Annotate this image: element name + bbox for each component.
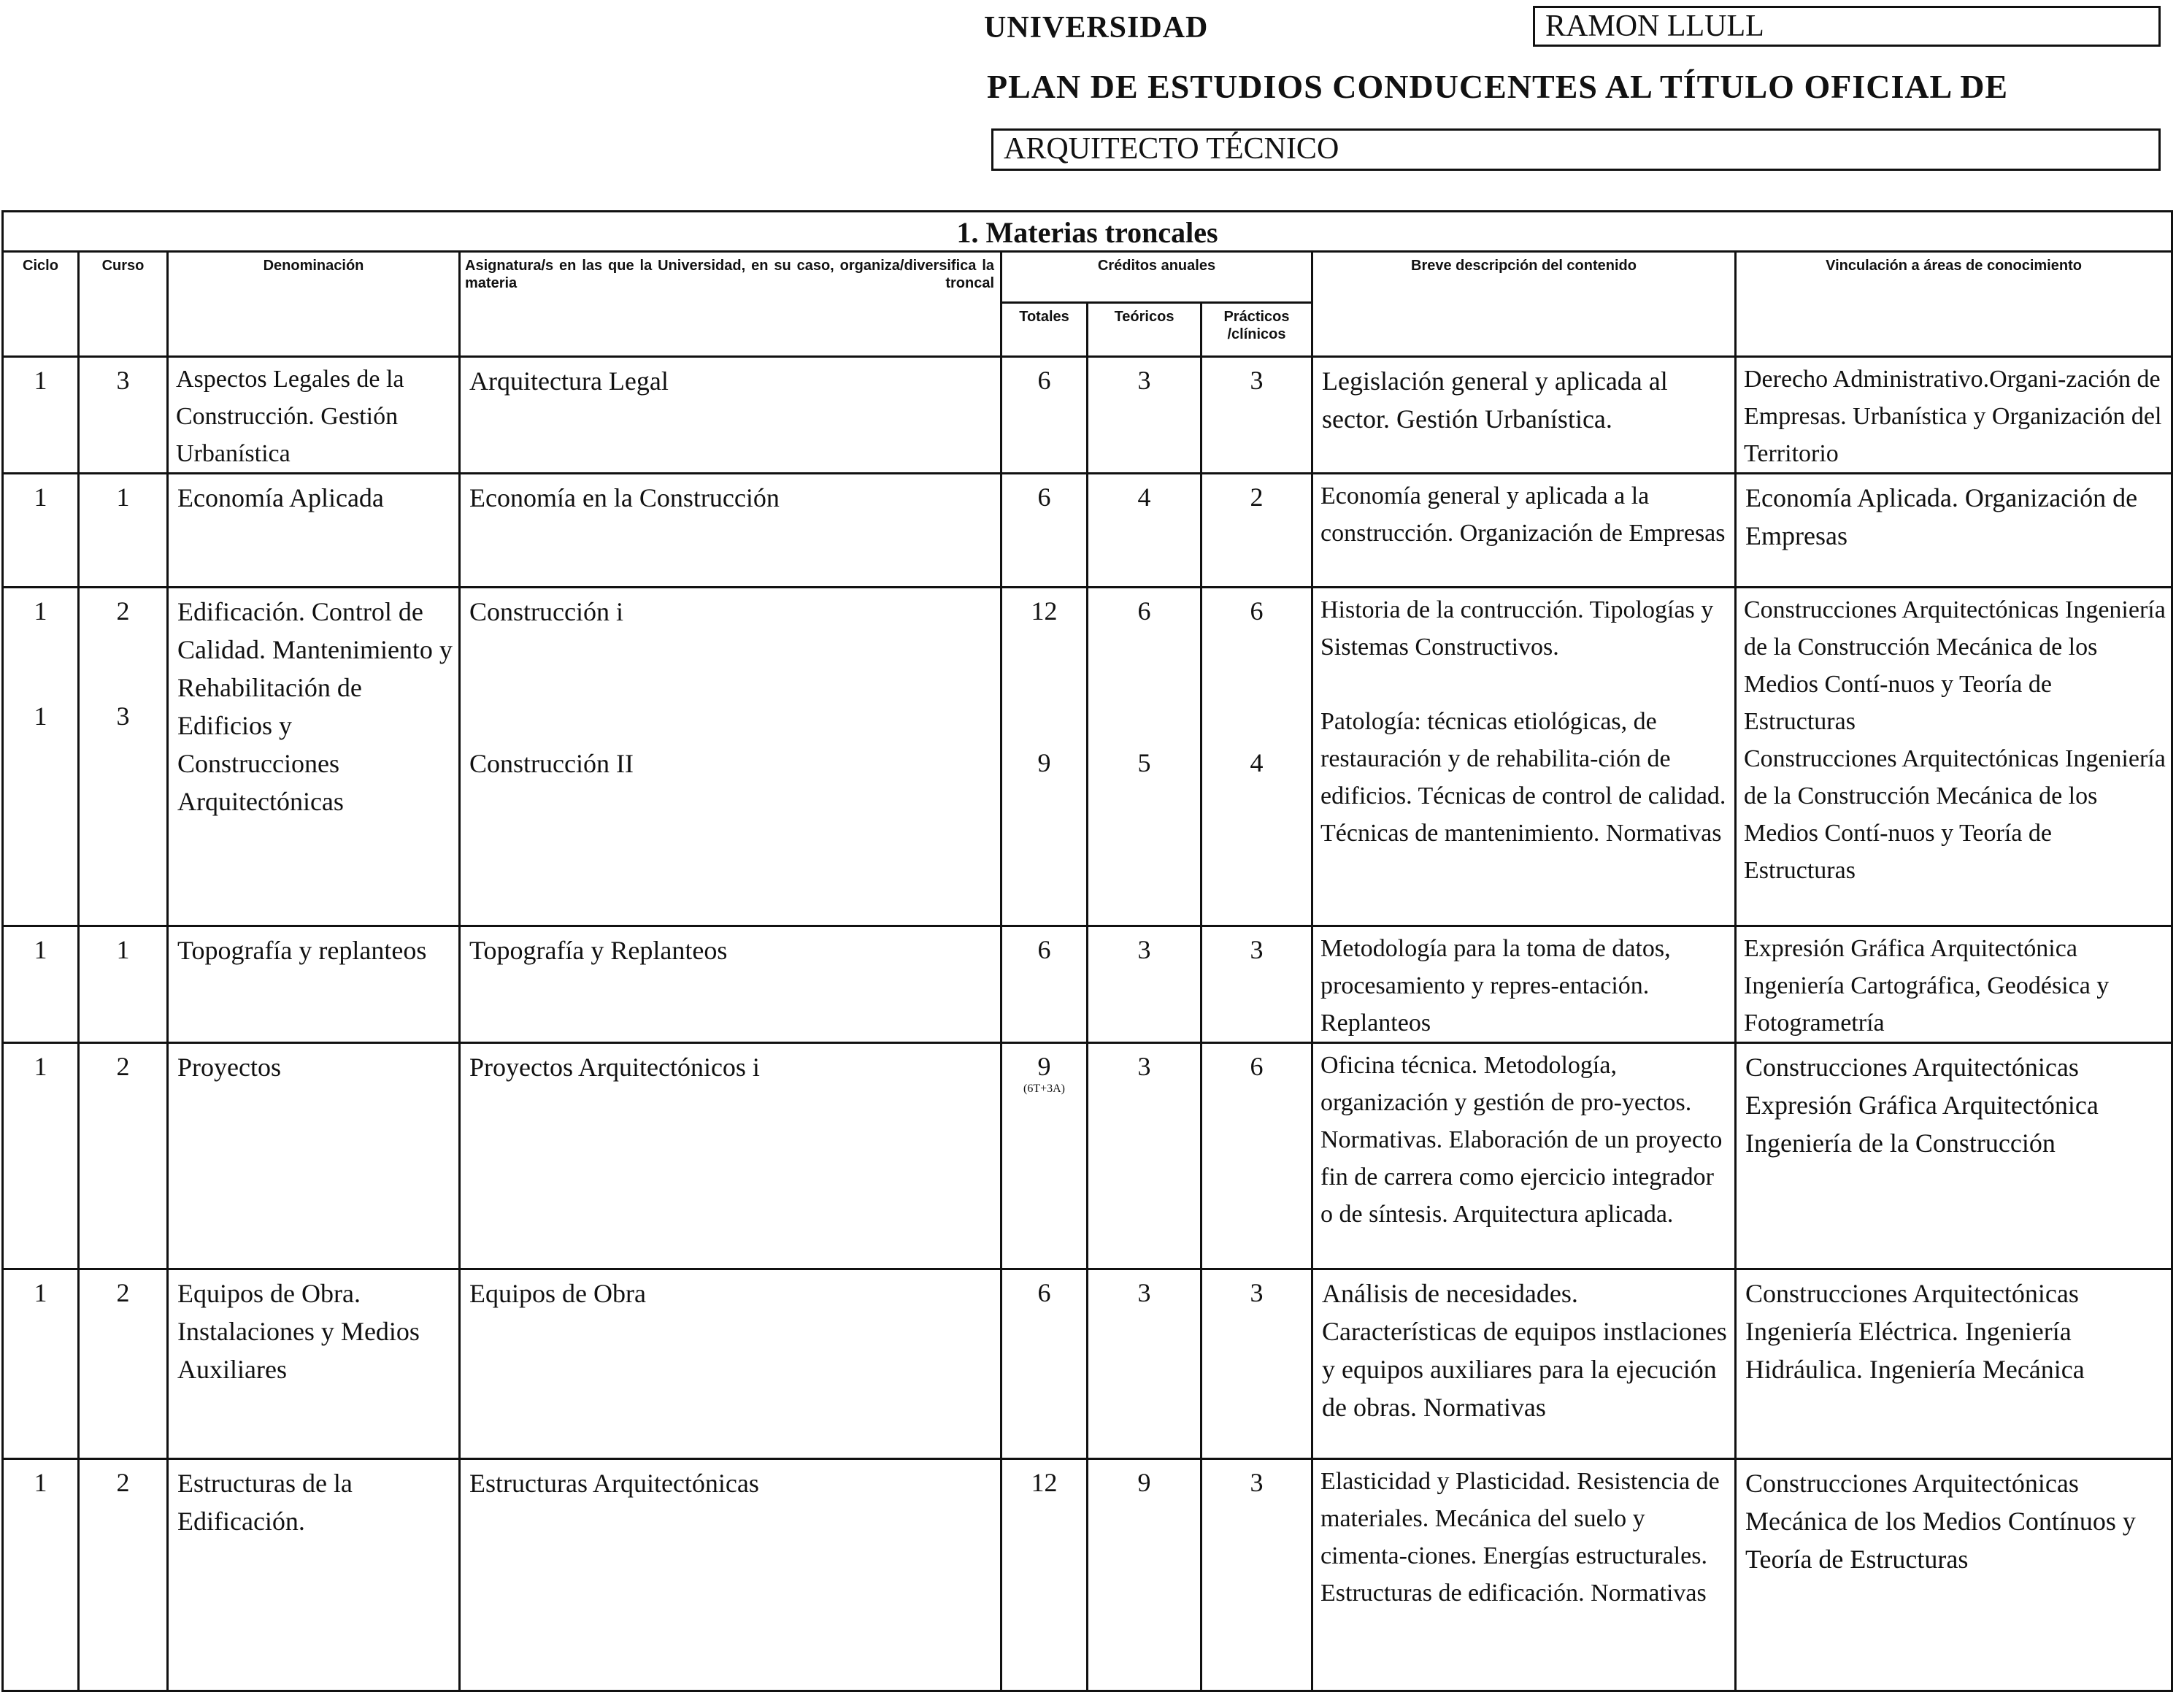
table-row bbox=[3, 1269, 2172, 1459]
col-asignaturas: Asignatura/s en las que la Universidad, en su caso, organiza/diversifica la materia troncal bbox=[460, 252, 1001, 357]
cell-practicos bbox=[1201, 588, 1312, 926]
col-totales: Totales bbox=[1001, 303, 1088, 357]
cell-denominacion: Proyectos bbox=[168, 1043, 460, 1269]
totales-value: 9 bbox=[1037, 1052, 1051, 1081]
cell-vinculacion: Construcciones Arquitectónicas Expresión Gráfica Arquitectónica Ingeniería de la Construcción bbox=[1736, 1043, 2172, 1269]
materias-troncales-table bbox=[1, 210, 2173, 1692]
cell-vinculacion: Expresión Gráfica Arquitectónica Ingeniería Cartográfica, Geodésica y Fotogrametría bbox=[1736, 926, 2172, 1043]
teoricos-a: 6 bbox=[1137, 596, 1151, 626]
cell-totales: 12 bbox=[1001, 1459, 1088, 1691]
col-descripcion: Breve descripción del contenido bbox=[1312, 252, 1736, 357]
cell-ciclo: 1 bbox=[3, 926, 79, 1043]
table-row bbox=[3, 474, 2172, 588]
cell-descripcion: Elasticidad y Plasticidad. Resistencia de materiales. Mecánica del suelo y cimenta-ciones. Energías estructurales. Estructuras de edificación. Normativas bbox=[1312, 1459, 1736, 1691]
universidad-label: UNIVERSIDAD bbox=[984, 11, 1209, 45]
practicos-a: 6 bbox=[1250, 596, 1264, 626]
cell-descripcion: Legislación general y aplicada al sector. Gestión Urbanística. bbox=[1312, 357, 1736, 474]
cell-practicos: 3 bbox=[1201, 926, 1312, 1043]
universidad-name-box: RAMON LLULL bbox=[1533, 6, 2161, 47]
cell-practicos: 3 bbox=[1201, 1269, 1312, 1459]
col-denominacion: Denominación bbox=[168, 252, 460, 357]
cell-totales: 6 bbox=[1001, 474, 1088, 588]
descripcion-b: Patología: técnicas etiológicas, de restauración y de rehabilita-ción de edificios. Técnicas de control de calidad. Técnicas de mantenimiento. Normativas bbox=[1320, 708, 1726, 847]
cell-curso: 2 bbox=[79, 1459, 168, 1691]
cell-practicos: 3 bbox=[1201, 357, 1312, 474]
cell-curso: 1 bbox=[79, 926, 168, 1043]
teoricos-b: 5 bbox=[1137, 748, 1151, 777]
asignatura-b: Construcción II bbox=[469, 749, 634, 778]
cell-vinculacion: Construcciones Arquitectónicas Mecánica de los Medios Contínuos y Teoría de Estructuras bbox=[1736, 1459, 2172, 1691]
curso-a: 2 bbox=[116, 596, 130, 626]
cell-descripcion bbox=[1312, 588, 1736, 926]
ciclo-a: 1 bbox=[34, 596, 47, 626]
vinculacion-b: Construcciones Arquitectónicas Ingeniería de la Construcción Mecánica de los Medios Contí-nuos y Teoría de Estructuras bbox=[1744, 745, 2166, 884]
practicos-b: 4 bbox=[1250, 748, 1264, 777]
cell-practicos: 6 bbox=[1201, 1043, 1312, 1269]
cell-totales: 6 bbox=[1001, 1269, 1088, 1459]
cell-teoricos: 9 bbox=[1088, 1459, 1201, 1691]
cell-totales: 6 bbox=[1001, 357, 1088, 474]
totales-b: 9 bbox=[1037, 748, 1051, 777]
table-row bbox=[3, 926, 2172, 1043]
vinculacion-a: Construcciones Arquitectónicas Ingeniería de la Construcción Mecánica de los Medios Contí-nuos y Teoría de Estructuras bbox=[1744, 596, 2166, 735]
col-ciclo: Ciclo bbox=[3, 252, 79, 357]
cell-teoricos bbox=[1088, 588, 1201, 926]
cell-curso: 2 bbox=[79, 1043, 168, 1269]
table-title: 1. Materias troncales bbox=[3, 212, 2172, 252]
plan-title: PLAN DE ESTUDIOS CONDUCENTES AL TÍTULO OFICIAL DE bbox=[987, 68, 2009, 105]
cell-ciclo: 1 bbox=[3, 474, 79, 588]
cell-descripcion: Metodología para la toma de datos, procesamiento y repres-entación. Replanteos bbox=[1312, 926, 1736, 1043]
col-vinculacion: Vinculación a áreas de conocimiento bbox=[1736, 252, 2172, 357]
cell-curso bbox=[79, 588, 168, 926]
cell-vinculacion: Derecho Administrativo.Organi-zación de Empresas. Urbanística y Organización del Territorio bbox=[1736, 357, 2172, 474]
col-creditos: Créditos anuales bbox=[1001, 252, 1312, 303]
curso-b: 3 bbox=[116, 701, 130, 731]
cell-asignatura: Proyectos Arquitectónicos i bbox=[460, 1043, 1001, 1269]
cell-denominacion: Topografía y replanteos bbox=[168, 926, 460, 1043]
cell-ciclo: 1 bbox=[3, 357, 79, 474]
cell-asignatura: Topografía y Replanteos bbox=[460, 926, 1001, 1043]
cell-ciclo: 1 bbox=[3, 1459, 79, 1691]
cell-teoricos: 3 bbox=[1088, 1269, 1201, 1459]
cell-asignatura: Economía en la Construcción bbox=[460, 474, 1001, 588]
cell-vinculacion: Economía Aplicada. Organización de Empresas bbox=[1736, 474, 2172, 588]
cell-teoricos: 3 bbox=[1088, 926, 1201, 1043]
cell-teoricos: 4 bbox=[1088, 474, 1201, 588]
titulo-box: ARQUITECTO TÉCNICO bbox=[991, 128, 2161, 171]
cell-asignatura: Equipos de Obra bbox=[460, 1269, 1001, 1459]
totales-a: 12 bbox=[1031, 596, 1058, 626]
descripcion-a: Historia de la contrucción. Tipologías y Sistemas Constructivos. bbox=[1320, 596, 1714, 661]
cell-descripcion: Economía general y aplicada a la construcción. Organización de Empresas bbox=[1312, 474, 1736, 588]
cell-denominacion: Aspectos Legales de la Construcción. Gestión Urbanística bbox=[168, 357, 460, 474]
cell-asignatura: Arquitectura Legal bbox=[460, 357, 1001, 474]
table-row bbox=[3, 1043, 2172, 1269]
cell-denominacion: Edificación. Control de Calidad. Mantenimiento y Rehabilitación de Edificios y Construcciones Arquitectónicas bbox=[168, 588, 460, 926]
cell-ciclo: 1 bbox=[3, 1269, 79, 1459]
col-practicos: Prácticos /clínicos bbox=[1201, 303, 1312, 357]
table-row bbox=[3, 1459, 2172, 1691]
cell-totales bbox=[1001, 1043, 1088, 1269]
cell-totales bbox=[1001, 588, 1088, 926]
cell-curso: 1 bbox=[79, 474, 168, 588]
cell-totales: 6 bbox=[1001, 926, 1088, 1043]
cell-denominacion: Equipos de Obra. Instalaciones y Medios Auxiliares bbox=[168, 1269, 460, 1459]
totales-note: (6T+3A) bbox=[1023, 1083, 1065, 1095]
ciclo-b: 1 bbox=[34, 701, 47, 731]
table-row bbox=[3, 357, 2172, 474]
col-curso: Curso bbox=[79, 252, 168, 357]
cell-ciclo: 1 bbox=[3, 1043, 79, 1269]
cell-teoricos: 3 bbox=[1088, 357, 1201, 474]
col-teoricos: Teóricos bbox=[1088, 303, 1201, 357]
cell-ciclo bbox=[3, 588, 79, 926]
cell-vinculacion bbox=[1736, 588, 2172, 926]
cell-asignatura bbox=[460, 588, 1001, 926]
table-row bbox=[3, 588, 2172, 926]
cell-curso: 3 bbox=[79, 357, 168, 474]
cell-descripcion: Oficina técnica. Metodología, organización y gestión de pro-yectos. Normativas. Elaboración de un proyecto fin de carrera como ejercicio integrador o de síntesis. Arquitectura aplicada. bbox=[1312, 1043, 1736, 1269]
cell-practicos: 2 bbox=[1201, 474, 1312, 588]
cell-denominacion: Economía Aplicada bbox=[168, 474, 460, 588]
cell-teoricos: 3 bbox=[1088, 1043, 1201, 1269]
cell-descripcion: Análisis de necesidades. Características de equipos instlaciones y equipos auxiliares para la ejecución de obras. Normativas bbox=[1312, 1269, 1736, 1459]
cell-practicos: 3 bbox=[1201, 1459, 1312, 1691]
asignatura-a: Construcción i bbox=[469, 597, 623, 626]
cell-curso: 2 bbox=[79, 1269, 168, 1459]
cell-vinculacion: Construcciones Arquitectónicas Ingeniería Eléctrica. Ingeniería Hidráulica. Ingeniería Mecánica bbox=[1736, 1269, 2172, 1459]
cell-asignatura: Estructuras Arquitectónicas bbox=[460, 1459, 1001, 1691]
cell-denominacion: Estructuras de la Edificación. bbox=[168, 1459, 460, 1691]
